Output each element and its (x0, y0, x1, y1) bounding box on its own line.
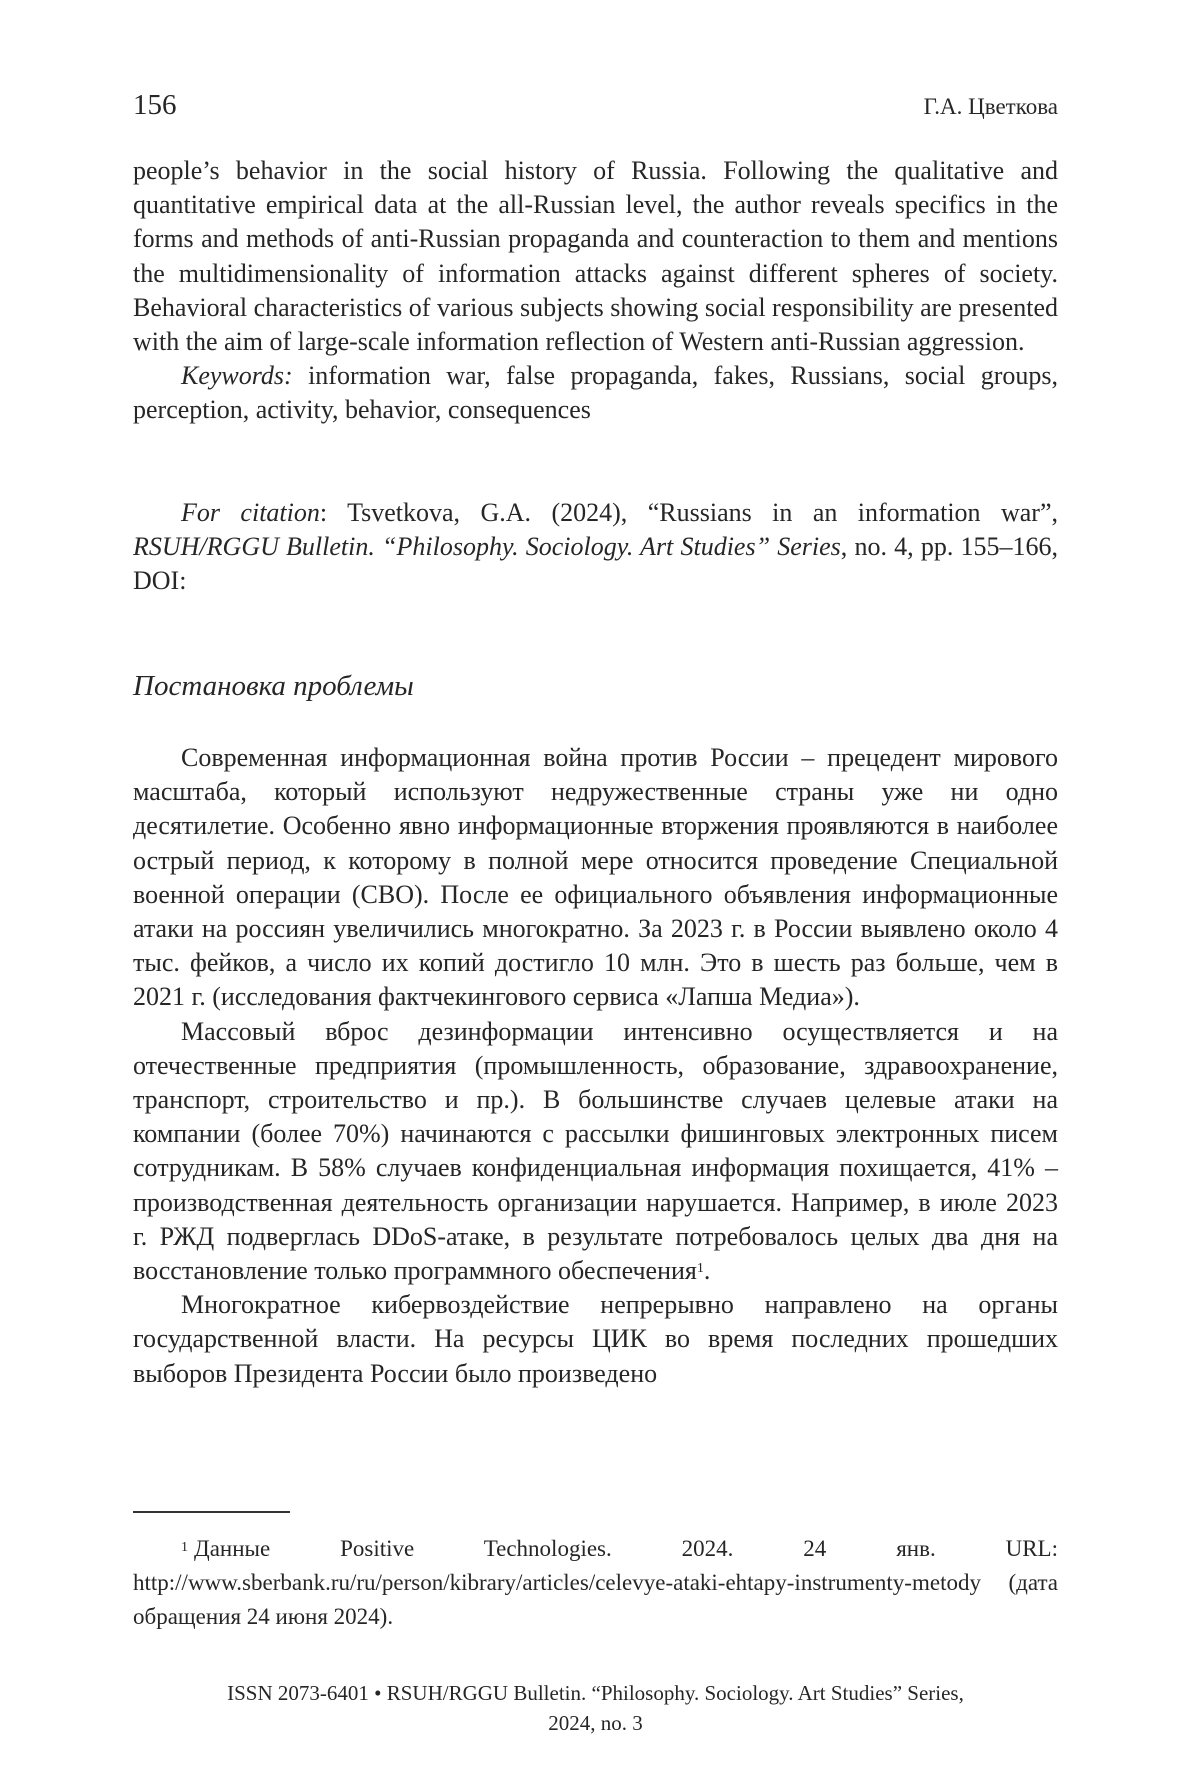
running-head-author: Г.А. Цветкова (923, 94, 1058, 119)
abstract-block (133, 154, 1058, 428)
citation-journal: RSUH/RGGU Bulletin. “Philosophy. Sociology. Art Studies” Series (133, 532, 841, 562)
citation-label: For citation (181, 498, 320, 527)
footer-line-1: ISSN 2073-6401 • RSUH/RGGU Bulletin. “Philosophy. Sociology. Art Studies” Series, (227, 1681, 964, 1705)
keywords-label: Keywords: (181, 361, 293, 391)
body-paragraph-2 (133, 1015, 1058, 1289)
citation-block (133, 496, 1058, 599)
citation-text-part2: , no. 4, pp. 155–166, DOI: (133, 532, 1059, 596)
citation-paragraph (133, 496, 1058, 599)
page-footer (133, 1678, 1058, 1738)
paragraph-end-punctuation: . (703, 1256, 711, 1286)
footnote-1 (133, 1532, 1058, 1634)
footnote-text: Данные Positive Technologies. 2024. 24 янв. URL: http://www.sberbank.ru/ru/person/kibrary/articles/celevye-ataki-ehtapy-instrumenty-metody (дата обращения 24 июня 2024). (133, 1536, 1058, 1629)
footer-line-2: 2024, no. 3 (548, 1711, 643, 1735)
body-paragraph-1: Современная информационная война против России – прецедент мирового масштаба, который используют недружественные страны уже ни одно десятилетие. Особенно явно информационные вторжения проявляются в наиболее острый период, к которому в полной мере относится проведение Специальной военной операции (СВО). После ее официального объявления информационные атаки на россиян увеличились многократно. За 2023 г. в России выявлено около 4 тыс. фейков, а число их копий достигло 10 млн. Это в шесть раз больше, чем в 2021 г. (исследования фактчекингового сервиса «Лапша Медиа»). (133, 743, 1058, 1012)
footnote-divider (133, 1511, 290, 1513)
body-text (133, 741, 1058, 1391)
footnote-reference[interactable]: 1 (696, 1261, 704, 1277)
section-title: Постановка проблемы (133, 670, 414, 702)
running-head (133, 88, 1058, 122)
keywords-paragraph (133, 359, 1058, 427)
body-paragraph-2-text: Массовый вброс дезинформации интенсивно осуществляется и на отечественные предприятия (промышленность, образование, здравоохранение, транспорт, строительство и пр.). В большинстве случаев целевые атаки на компании (более 70%) начинаются с рассылки фишинговых электронных писем сотрудникам. В 58% случаев конфиденциальная информация похищается, 41% – производственная деятельность организации нарушается. Например, в июле 2023 г. РЖД подверглась DDoS-атаке, в результате потребовалось целых два дня на восстановление только программного обеспечения (133, 1016, 1058, 1286)
body-paragraph-3: Многократное кибервоздействие непрерывно направлено на органы государственной власти. На ресурсы ЦИК во время последних прошедших выборов Президента России было произведено (133, 1290, 1058, 1388)
citation-text-part1: : Tsvetkova, G.A. (2024), “Russians in an information war”, (319, 498, 1059, 527)
footnote-number: 1 (181, 1540, 188, 1555)
abstract-text: people’s behavior in the social history of Russia. Following the qualitative and quantitative empirical data at the all-Russian level, the author reveals specifics in the forms and methods of anti-Russian propaganda and counteraction to them and mentions the multidimensionality of information attacks against different spheres of society. Behavioral characteristics of various subjects showing social responsibility are presented with the aim of large-scale information reflection of Western anti-Russian aggression. (133, 156, 1058, 357)
page-number: 156 (133, 89, 177, 121)
keywords-list: information war, false propaganda, fakes, Russians, social groups, perception, activity, behavior, consequences (133, 361, 1058, 425)
